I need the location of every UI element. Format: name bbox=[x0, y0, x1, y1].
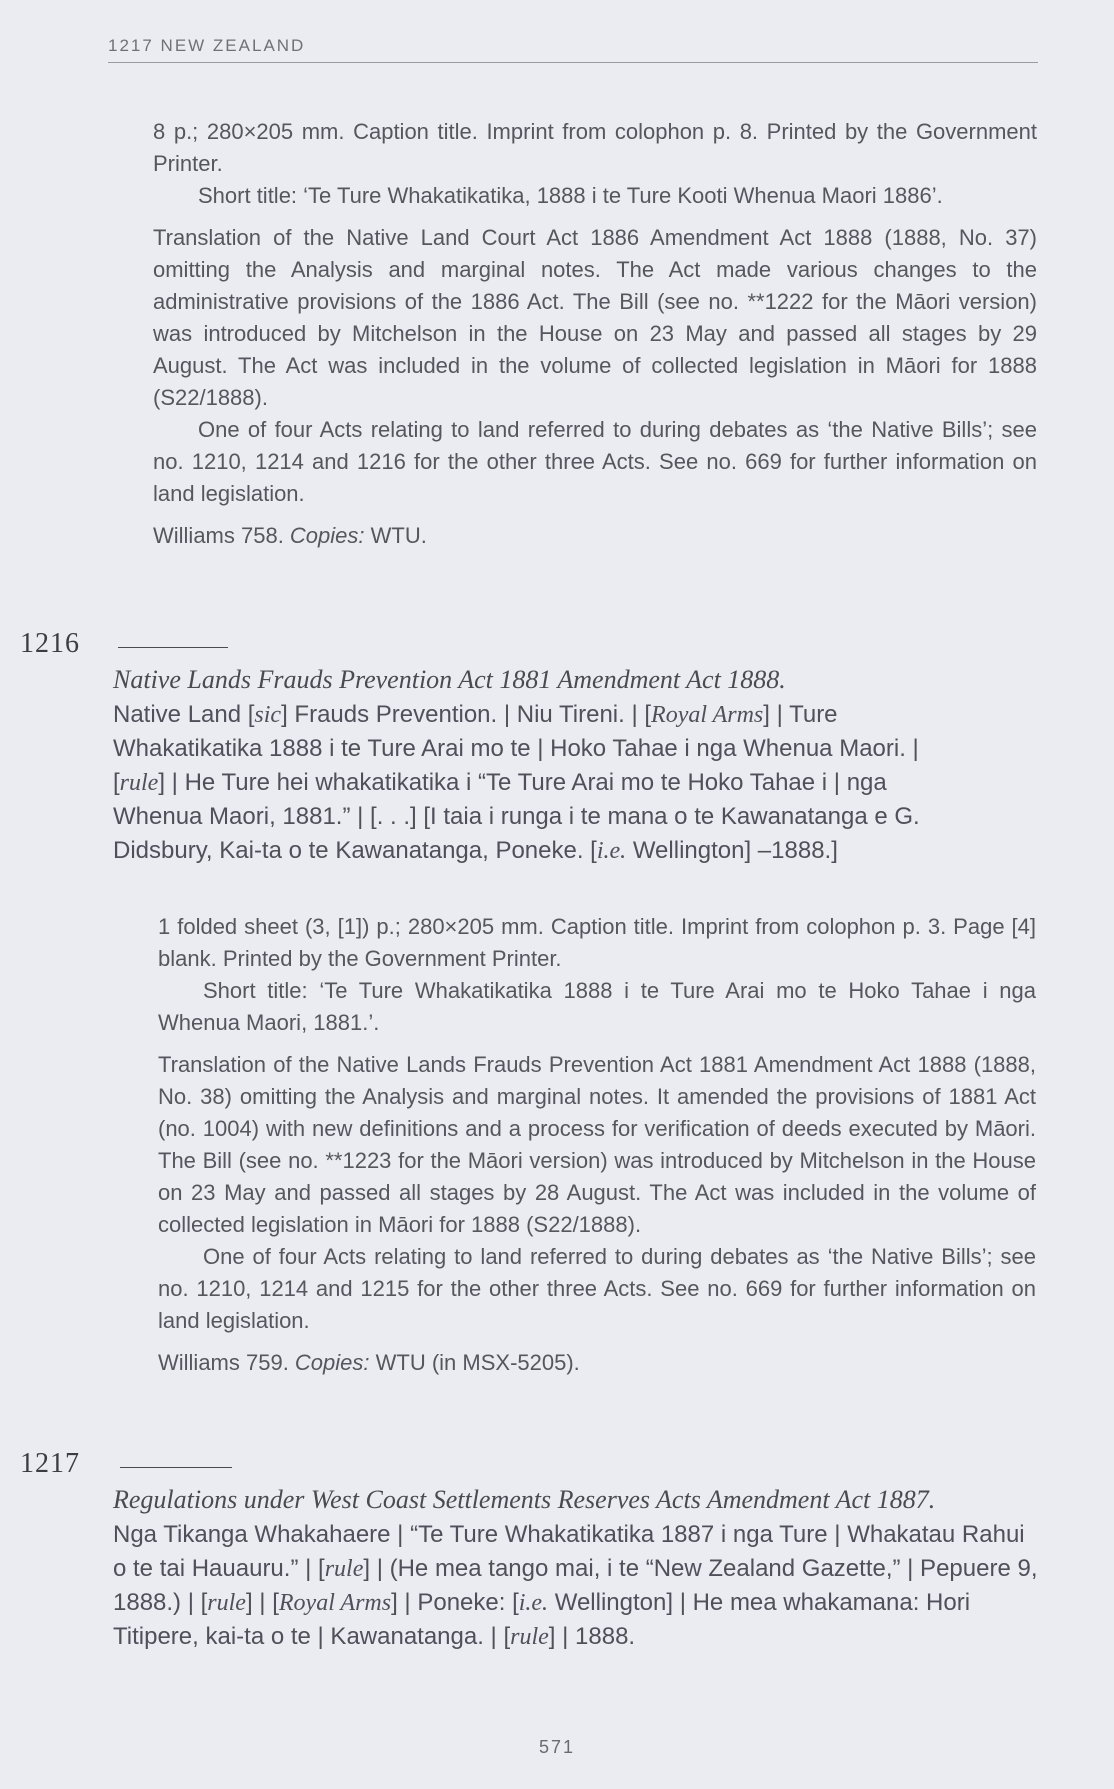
entry-1215-continuation bbox=[153, 116, 1037, 552]
short-title: Short title: ‘Te Ture Whakatikatika 1888 i te Ture Arai mo te Hoko Tahae i nga Whenua Maori, 1881.’. bbox=[158, 978, 1036, 1035]
entry-rule bbox=[118, 647, 228, 648]
page-number: 571 bbox=[538, 1737, 576, 1757]
copies-label: Copies: bbox=[294, 1350, 370, 1375]
entry-1217-description bbox=[113, 1484, 1039, 1654]
copies-value: WTU. bbox=[364, 523, 427, 548]
entry-1216-notes bbox=[158, 911, 1036, 1379]
running-head: 1217 NEW ZEALAND bbox=[108, 36, 1038, 63]
short-title: Short title: ‘Te Ture Whakatikatika, 1888 i te Ture Kooti Whenua Maori 1886’. bbox=[198, 183, 943, 208]
reference-text: Williams 758. bbox=[153, 523, 290, 548]
reference-line bbox=[158, 1347, 1036, 1379]
title-page-transcription: Nga Tikanga Whakahaere | “Te Ture Whakatikatika 1887 i nga Ture | Whakatau Rahui o te tai Hauauru.” | [rule] | (He mea tango mai, i te “New Zealand Gazette,” | Pepuere 9, 1888.) | [rule] | [Royal Arms] | Poneke: [i.e. Wellington] | He mea whakamana: Hori Titipere, kai-ta o te | Kawanatanga. | [rule] | 1888. bbox=[113, 1521, 1038, 1650]
copies-label: Copies: bbox=[289, 523, 365, 548]
note-paragraph: One of four Acts relating to land referred to during debates as ‘the Native Bills’; see no. 1210, 1214 and 1216 for the other three Acts. See no. 669 for further information on land legislation. bbox=[153, 417, 1037, 506]
entry-1216-description bbox=[113, 664, 973, 868]
reference-line bbox=[153, 520, 1037, 552]
collation: 8 p.; 280×205 mm. Caption title. Imprint from colophon p. 8. Printed by the Government Printer. bbox=[153, 119, 1037, 176]
copies-value: WTU (in MSX-5205). bbox=[369, 1350, 580, 1375]
entry-title: Native Lands Frauds Prevention Act 1881 Amendment Act 1888. bbox=[113, 665, 786, 694]
entry-number: 1216 bbox=[20, 628, 80, 659]
collation: 1 folded sheet (3, [1]) p.; 280×205 mm. Caption title. Imprint from colophon p. 3. Page [4] blank. Printed by the Government Printer. bbox=[158, 914, 1036, 971]
entry-title: Regulations under West Coast Settlements Reserves Acts Amendment Act 1887. bbox=[113, 1485, 936, 1514]
entry-number: 1217 bbox=[20, 1448, 80, 1479]
reference-text: Williams 759. bbox=[158, 1350, 295, 1375]
note-paragraph: Translation of the Native Land Court Act 1886 Amendment Act 1888 (1888, No. 37) omitting the Analysis and marginal notes. The Act made various changes to the administrative provisions of the 1886 Act. The Bill (see no. **1222 for the Māori version) was introduced by Mitchelson in the House on 23 May and passed all stages by 29 August. The Act was included in the volume of collected legislation in Māori for 1888 (S22/1888). bbox=[153, 225, 1037, 410]
entry-rule bbox=[120, 1467, 232, 1468]
note-paragraph: One of four Acts relating to land referred to during debates as ‘the Native Bills’; see no. 1210, 1214 and 1215 for the other three Acts. See no. 669 for further information on land legislation. bbox=[158, 1244, 1036, 1333]
note-paragraph: Translation of the Native Lands Frauds Prevention Act 1881 Amendment Act 1888 (1888, No. 38) omitting the Analysis and marginal notes. It amended the provisions of 1881 Act (no. 1004) with new definitions and a process for verification of deeds executed by Māori. The Bill (see no. **1223 for the Māori version) was introduced by Mitchelson in the House on 23 May and passed all stages by 28 August. The Act was included in the volume of collected legislation in Māori for 1888 (S22/1888). bbox=[158, 1052, 1036, 1237]
title-page-transcription: Native Land [sic] Frauds Prevention. | Niu Tireni. | [Royal Arms] | Ture Whakatikatika 1888 i te Ture Arai mo te | Hoko Tahae i nga Whenua Maori. | [rule] | He Ture hei whakatikatika i “Te Ture Arai mo te Hoko Tahae i | nga Whenua Maori, 1881.” | [. . .] [I taia i runga i te mana o te Kawanatanga e G. Didsbury, Kai-ta o te Kawanatanga, Poneke. [i.e. Wellington] –1888.] bbox=[113, 701, 920, 864]
